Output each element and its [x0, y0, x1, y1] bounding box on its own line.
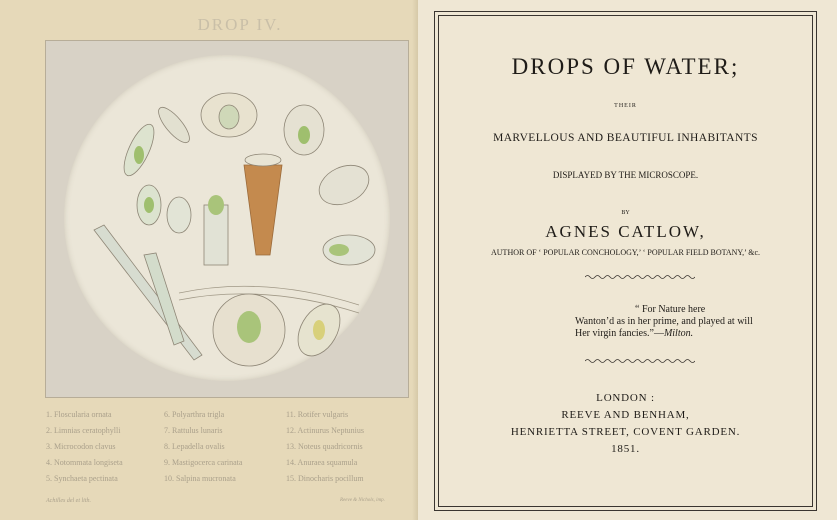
- legend-item: 11. Rotifer vulgaris: [286, 410, 349, 419]
- frontispiece-page: [0, 0, 418, 520]
- legend-item: 9. Mastigocerca carinata: [164, 458, 243, 467]
- legend-item: 13. Noteus quadricornis: [286, 442, 363, 451]
- legend-item: 1. Floscularia ornata: [46, 410, 112, 419]
- imprint-place: LONDON :: [596, 392, 655, 404]
- epigraph-attribution: Milton.: [663, 328, 694, 339]
- epigraph-text: Her virgin fancies.”—: [575, 328, 664, 339]
- legend-item: 7. Rattulus lunaris: [164, 426, 223, 435]
- legend-item: 3. Microcodon clavus: [46, 442, 116, 451]
- epigraph-line: [515, 328, 795, 340]
- plate-illustration: [45, 40, 409, 398]
- artist-credit: Achilles del et lith.: [46, 498, 91, 504]
- imprint-year: 1851.: [611, 443, 640, 455]
- legend-column: [286, 410, 411, 490]
- legend-item: 10. Salpina mucronata: [164, 474, 236, 483]
- title-page-border: [434, 11, 817, 511]
- legend-item: 2. Limnias ceratophylli: [46, 426, 121, 435]
- author-credits: AUTHOR OF ‘ POPULAR CONCHOLOGY,’ ‘ POPULAR FIELD BOTANY,’ &c.: [491, 248, 760, 257]
- printer-credit: Reeve & Nichols, imp.: [340, 498, 385, 503]
- book-subtitle: MARVELLOUS AND BEAUTIFUL INHABITANTS: [493, 132, 758, 144]
- epigraph-line: “ For Nature here: [635, 304, 706, 315]
- byline-label: BY: [621, 210, 630, 216]
- epigraph-line: Wanton’d as in her prime, and played at will: [575, 316, 753, 327]
- legend-item: 4. Notommata longiseta: [46, 458, 123, 467]
- legend-column: [164, 410, 289, 490]
- ornamental-rule: [585, 274, 695, 280]
- title-page: [418, 0, 837, 520]
- imprint: [435, 390, 816, 458]
- legend-item: 8. Lepadella ovalis: [164, 442, 225, 451]
- ornamental-rule: [585, 358, 695, 364]
- legend-item: 14. Anuraea squamula: [286, 458, 358, 467]
- legend-item: 15. Dinocharis pocillum: [286, 474, 364, 483]
- imprint-address: HENRIETTA STREET, COVENT GARDEN.: [510, 426, 741, 438]
- microorganisms-illustration: [64, 55, 390, 381]
- plate-title: DROP IV.: [197, 15, 283, 34]
- microscope-field: [64, 55, 390, 381]
- legend-column: [46, 410, 171, 490]
- author-name: AGNES CATLOW,: [545, 222, 706, 241]
- book-subtitle-line2: DISPLAYED BY THE MICROSCOPE.: [552, 170, 699, 180]
- title-connector: THEIR: [614, 103, 637, 109]
- epigraph: [515, 304, 795, 340]
- imprint-publisher: REEVE AND BENHAM,: [561, 409, 690, 421]
- book-title: DROPS OF WATER;: [511, 54, 740, 79]
- legend-item: 6. Polyarthra trigla: [164, 410, 225, 419]
- legend-item: 5. Synchaeta pectinata: [46, 474, 118, 483]
- legend-item: 12. Actinurus Neptunius: [286, 426, 364, 435]
